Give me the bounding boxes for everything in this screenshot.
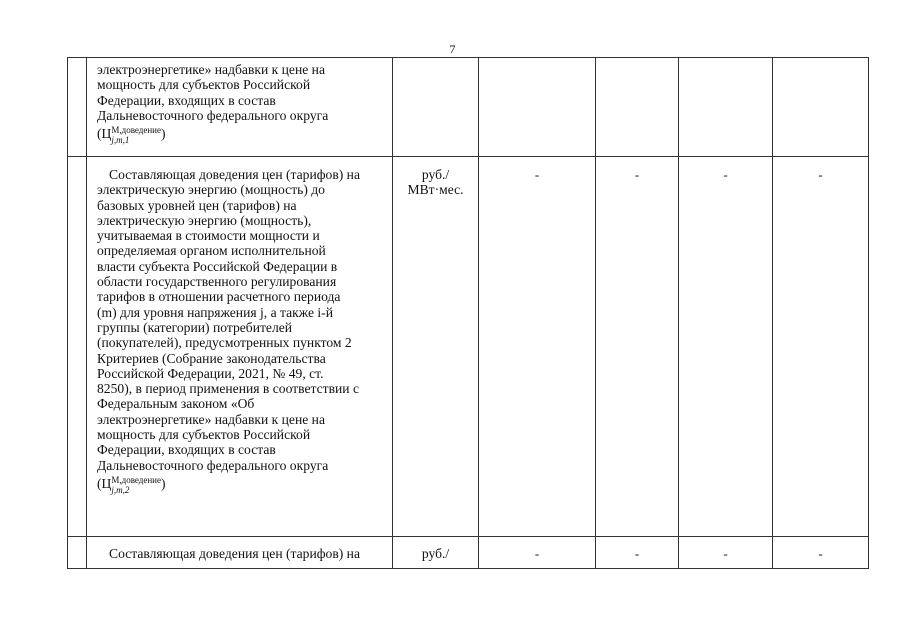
row2-description bbox=[97, 167, 387, 495]
row2-line: Критериев (Собрание законодательства bbox=[97, 350, 326, 366]
row2-value-1: - bbox=[534, 167, 540, 182]
row1-description bbox=[97, 62, 387, 145]
row2-line: области государственного регулирования bbox=[97, 274, 337, 290]
row2-line: учитываемая в стоимости мощности и bbox=[97, 228, 320, 244]
row1-line: Дальневосточного федерального округа bbox=[97, 107, 329, 123]
tariff-table bbox=[67, 57, 869, 569]
row1-line: мощность для субъектов Российской bbox=[97, 77, 311, 93]
row2-value-3: - bbox=[723, 167, 728, 182]
row2-line: электроэнергетике» надбавки к цене на bbox=[97, 411, 325, 427]
row3-description bbox=[97, 546, 387, 561]
row2-value-2: - bbox=[634, 167, 640, 182]
row3-value-1: - bbox=[534, 546, 540, 561]
row2-line: электрическую энергию (мощность), bbox=[97, 212, 312, 228]
row1-line: Федерации, входящих в состав bbox=[97, 92, 276, 108]
row2-line: 8250), в период применения в соответствии с bbox=[97, 381, 359, 397]
row2-line: (m) для уровня напряжения j, а также i-й bbox=[97, 304, 333, 320]
row2-line: тарифов в отношении расчетного периода bbox=[97, 289, 341, 305]
row2-line: базовых уровней цен (тарифов) на bbox=[97, 197, 297, 213]
row2-value-4: - bbox=[818, 167, 823, 182]
row2-line: Федерации, входящих в состав bbox=[97, 442, 276, 458]
row1-symbol: (Ц М,доведение j,m,1 ) bbox=[97, 125, 166, 146]
row2-line: группы (категории) потребителей bbox=[97, 319, 293, 335]
row2-line: Российской Федерации, 2021, № 49, ст. bbox=[97, 365, 324, 381]
row2-line: Дальневосточного федерального округа bbox=[97, 457, 329, 473]
row2-line: Составляющая доведения цен (тарифов) на bbox=[109, 167, 360, 182]
row2-unit: руб./ МВт·мес. bbox=[407, 167, 464, 198]
row3-unit: руб./ bbox=[421, 546, 450, 561]
row3-line: Составляющая доведения цен (тарифов) на bbox=[109, 546, 360, 561]
row2-line: мощность для субъектов Российской bbox=[97, 427, 311, 443]
row3-value-4: - bbox=[818, 546, 823, 561]
row3-value-3: - bbox=[723, 546, 728, 561]
row2-line: Федеральным законом «Об bbox=[97, 396, 255, 412]
row2-line: определяемая органом исполнительной bbox=[97, 243, 326, 259]
row2-line: электрическую энергию (мощность) до bbox=[97, 182, 325, 198]
row2-symbol: (Ц М,доведение j,m,2 ) bbox=[97, 474, 166, 495]
page-number: 7 bbox=[449, 42, 456, 56]
row1-line: электроэнергетике» надбавки к цене на bbox=[97, 62, 325, 77]
row3-value-2: - bbox=[634, 546, 640, 561]
row2-line: (покупателей), предусмотренных пунктом 2 bbox=[97, 335, 352, 351]
row2-line: власти субъекта Российской Федерации в bbox=[97, 258, 338, 274]
